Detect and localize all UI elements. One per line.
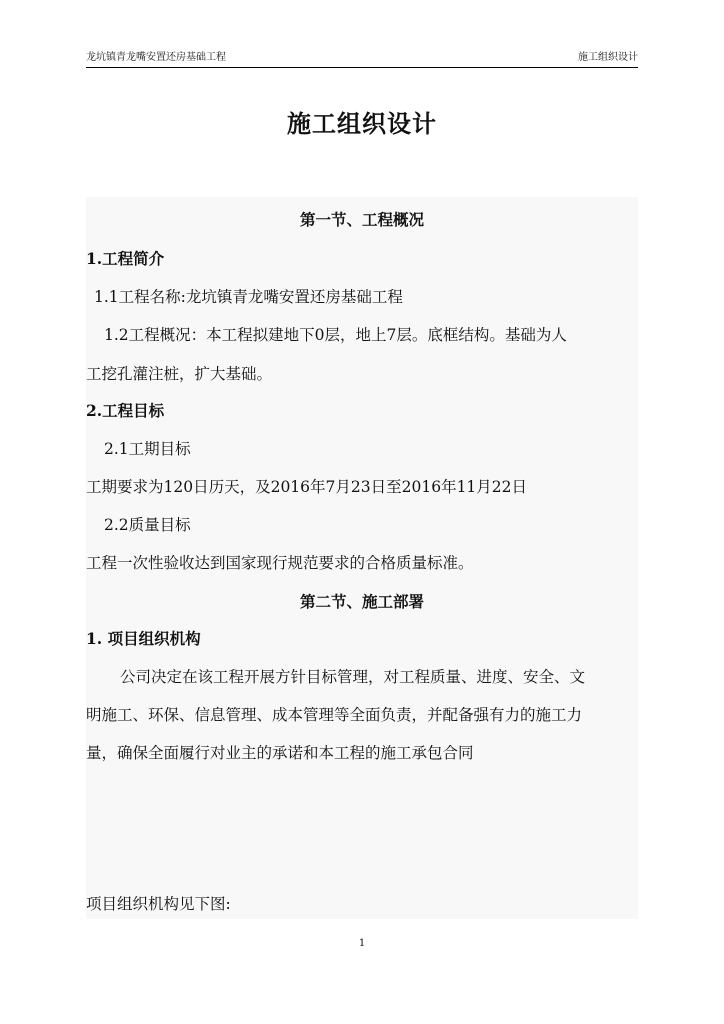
project-overview-line-2: 工挖孔灌注桩，扩大基础。 — [86, 365, 273, 383]
heading-project-goals: 2.工程目标 — [86, 401, 165, 420]
project-name-line: 1.1工程名称:龙坑镇青龙嘴安置还房基础工程 — [94, 288, 403, 306]
heading-project-organization: 1. 项目组织机构 — [86, 629, 201, 648]
heading-project-intro: 1.工程简介 — [86, 249, 165, 268]
organization-paragraph-line-3: 量，确保全面履行对业主的承诺和本工程的施工承包合同 — [86, 744, 474, 762]
organization-paragraph-line-2: 明施工、环保、信息管理、成本管理等全面负责，并配备强有力的施工力 — [86, 706, 583, 724]
document-title: 施工组织设计 — [287, 109, 437, 138]
section1-heading: 第一节、工程概况 — [299, 210, 424, 229]
quality-goal-text: 工程一次性验收达到国家现行规范要求的合格质量标准。 — [86, 554, 474, 572]
project-overview-line-1: 1.2工程概况：本工程拟建地下0层，地上7层。底框结构。基础为人 — [104, 326, 567, 344]
schedule-goal-label: 2.1工期目标 — [104, 440, 191, 458]
page-header — [86, 50, 638, 68]
organization-paragraph-line-1: 公司决定在该工程开展方针目标管理，对工程质量、进度、安全、文 — [120, 668, 586, 686]
quality-goal-label: 2.2质量目标 — [104, 516, 191, 534]
header-project-name: 龙坑镇青龙嘴安置还房基础工程 — [86, 52, 226, 63]
page-number: 1 — [358, 938, 366, 949]
section2-heading: 第二节、施工部署 — [299, 592, 424, 611]
organization-chart-reference: 项目组织机构见下图: — [86, 895, 231, 913]
header-doc-type: 施工组织设计 — [578, 52, 638, 63]
schedule-goal-text: 工期要求为120日历天，及2016年7月23日至2016年11月22日 — [86, 478, 528, 496]
